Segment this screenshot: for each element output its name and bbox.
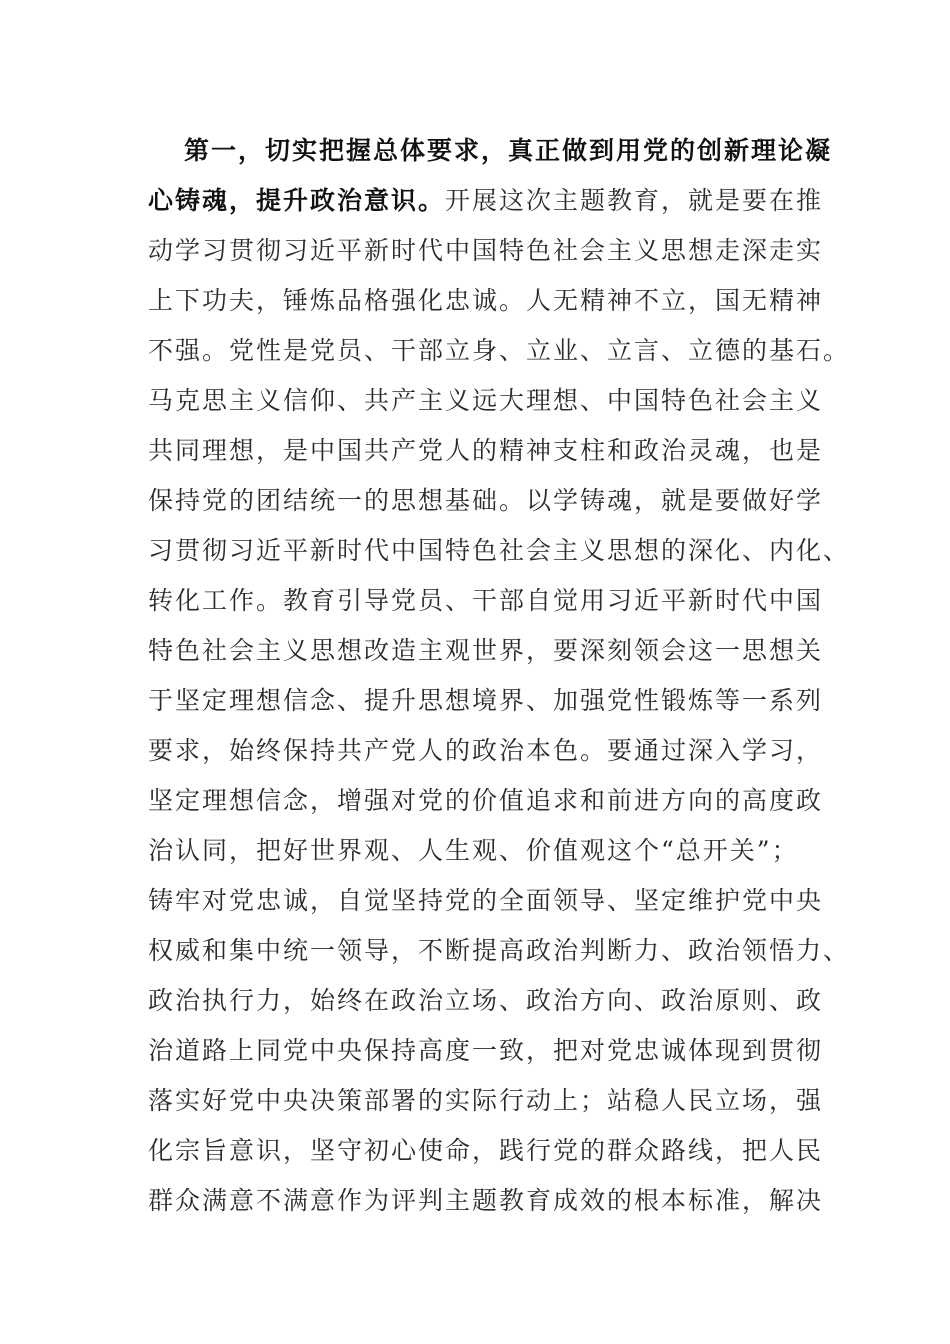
line-text: 动学习贯彻习近平新时代中国特色社会主义思想走深走实 — [148, 236, 824, 265]
text-line — [148, 726, 824, 776]
line-text: 权威和集中统一领导，不断提高政治判断力、政治领悟力、 — [148, 936, 851, 965]
line-text: 保持党的团结统一的思想基础。以学铸魂，就是要做好学 — [148, 486, 824, 515]
text-line — [148, 826, 808, 876]
line-text: 群众满意不满意作为评判主题教育成效的根本标准，解决 — [148, 1186, 824, 1215]
line-text: 于坚定理想信念、提升思想境界、加强党性锻炼等一系列 — [148, 686, 824, 715]
line-text: 铸牢对党忠诚，自觉坚持党的全面领导、坚定维护党中央 — [148, 886, 824, 915]
line-text: 治认同，把好世界观、人生观、价值观这个“总开关”； — [148, 836, 799, 865]
line-text: 上下功夫，锤炼品格强化忠诚。人无精神不立，国无精神 — [148, 286, 824, 315]
text-line — [148, 526, 851, 576]
text-line — [148, 276, 824, 326]
text-line — [148, 126, 833, 176]
line-text: 落实好党中央决策部署的实际行动上；站稳人民立场，强 — [148, 1086, 824, 1115]
text-line — [148, 326, 851, 376]
text-line — [148, 226, 824, 276]
heading-text: 第一，切实把握总体要求，真正做到用党的创新理论凝 — [184, 136, 833, 165]
line-text: 转化工作。教育引导党员、干部自觉用习近平新时代中国 — [148, 586, 824, 615]
text-line — [148, 926, 851, 976]
text-line — [148, 426, 824, 476]
line-text: 政治执行力，始终在政治立场、政治方向、政治原则、政 — [148, 986, 824, 1015]
text-line — [148, 176, 824, 226]
text-line — [148, 376, 824, 426]
line-text: 共同理想，是中国共产党人的精神支柱和政治灵魂，也是 — [148, 436, 824, 465]
text-line — [148, 476, 824, 526]
line-text: 特色社会主义思想改造主观世界，要深刻领会这一思想关 — [148, 636, 824, 665]
line-text: 治道路上同党中央保持高度一致，把对党忠诚体现到贯彻 — [148, 1036, 824, 1065]
line-text: 不强。党性是党员、干部立身、立业、立言、立德的基石。 — [148, 336, 851, 365]
line-text: 习贯彻习近平新时代中国特色社会主义思想的深化、内化、 — [148, 536, 851, 565]
text-line — [148, 976, 824, 1026]
line-text: 化宗旨意识，坚守初心使命，践行党的群众路线，把人民 — [148, 1136, 824, 1165]
body-paragraph — [148, 126, 851, 1226]
text-line — [148, 776, 824, 826]
text-line — [148, 1126, 824, 1176]
line-text: 坚定理想信念，增强对党的价值追求和前进方向的高度政 — [148, 786, 824, 815]
text-line — [148, 1076, 824, 1126]
text-line — [148, 626, 824, 676]
text-line — [148, 876, 824, 926]
line-text: 开展这次主题教育，就是要在推 — [445, 186, 824, 215]
text-line — [148, 576, 824, 626]
heading-text: 心铸魂，提升政治意识。 — [148, 186, 446, 215]
text-line — [148, 1026, 824, 1076]
line-text: 马克思主义信仰、共产主义远大理想、中国特色社会主义 — [148, 386, 824, 415]
line-text: 要求，始终保持共产党人的政治本色。要通过深入学习， — [148, 736, 824, 765]
text-line — [148, 676, 824, 726]
text-line — [148, 1176, 824, 1226]
